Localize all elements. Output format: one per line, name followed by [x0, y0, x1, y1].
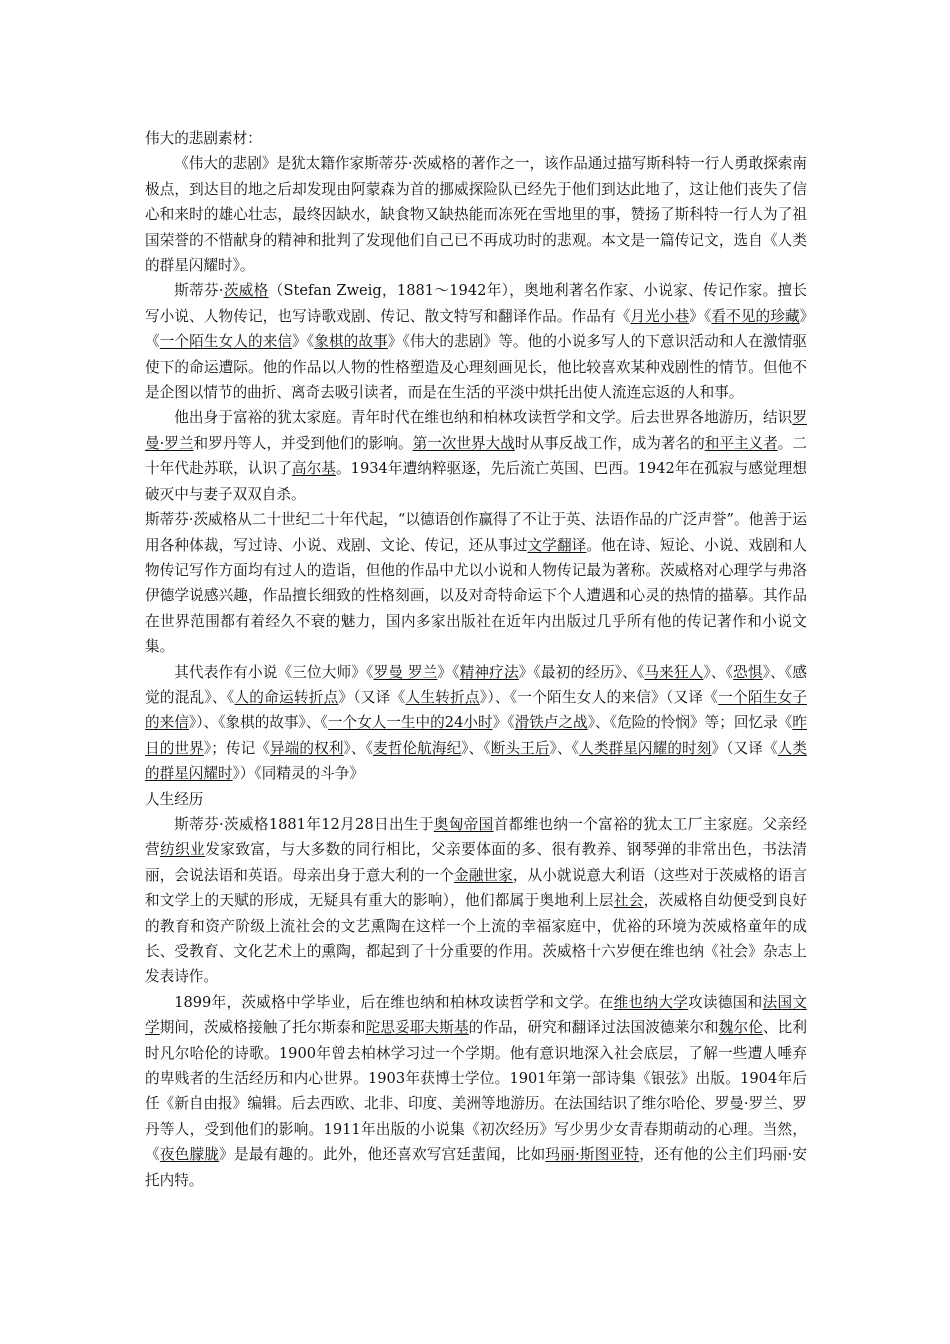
link-university-vienna[interactable]: 维也纳大学 — [613, 993, 689, 1011]
link-society[interactable]: 社会 — [613, 892, 644, 910]
text-run: 》）、《一个陌生女人的来信》（又译《 — [479, 688, 719, 706]
text-run: 》（又译《 — [711, 739, 778, 757]
text-run: 》、《 — [549, 739, 580, 757]
link-waterloo[interactable]: 滑铁卢之战 — [514, 714, 588, 732]
text-run: 的作品，研究和翻译过法国波德莱尔和 — [468, 1019, 719, 1037]
text-run: 。他在诗、短论、小说、戏剧和人物传记写作方面均有过人的造诣，但他的作品中尤以小说和人物传记最为著称。茨威格对心理学与弗洛伊德学说感兴趣，作品擅长细致的性格刻画，以及对奇特命运下个人遭遇和心灵的热情的描摹。其作品在世界范围都有着经久不衰的魅力，国内多家出版社在近年内出版过几乎所有他的传记著作和小说文集。 — [145, 536, 807, 656]
link-marie-antoinette[interactable]: 断头王后 — [490, 739, 550, 757]
family-background-paragraph — [145, 405, 807, 507]
text-run: 》《伟大的悲剧》等。他的小说多写人的下意识活动和人在激情驱使下的命运遭际。他的作品以人物的性格塑造及心理刻画见长，他比较喜欢某种戏剧性的情节。但他不是企图以情节的曲折、离奇去吸引读者，而是在生活的平淡中烘托出使人流连忘返的人和事。 — [145, 333, 807, 402]
text-run: 1899年，茨威格中学毕业，后在维也纳和柏林攻读哲学和文学。在 — [174, 993, 614, 1011]
link-romain-rolland-book[interactable]: 罗曼 罗兰 — [373, 663, 438, 681]
link-gorky[interactable]: 高尔基 — [291, 460, 336, 478]
link-decisive-moments[interactable]: 人类群星闪耀的时刻 — [579, 739, 712, 757]
text-run: 》《 — [689, 307, 712, 325]
text-run: 斯蒂芬· — [174, 282, 224, 300]
text-run: 》《最初的经历》、《 — [518, 663, 645, 681]
text-run: 》）《同精灵的斗争》 — [232, 765, 364, 783]
text-run: ，茨威格自幼便受到良好的教育和资产阶级上流社会的文艺熏陶在这样一个上流的幸福家庭中，优裕的环境为茨威格童年的成长、受教育、文化艺术上的熏陶，都起到了十分重要的作用。茨威格十六岁便在维也纳《社会》杂志上发表诗作。 — [145, 892, 807, 986]
text-run: 和罗丹等人，并受到他们的影响。 — [193, 434, 413, 452]
education-paragraph — [145, 990, 807, 1193]
text-run: 》、《 — [343, 739, 374, 757]
link-24-hours[interactable]: 一个女人一生中的24小时 — [327, 714, 493, 732]
early-life-paragraph — [145, 812, 807, 990]
text-run: 其代表作有小说《三位大师》《 — [174, 663, 374, 681]
section-title: 人生经历 — [145, 790, 204, 808]
link-letter-from-stranger-alt[interactable]: 一个陌生女子的来信 — [145, 688, 807, 732]
text-run: 他出身于富裕的犹太家庭。青年时代在维也纳和柏林攻读哲学和文学。后去世界各地游历，结识 — [174, 409, 793, 427]
link-magellan[interactable]: 麦哲伦航海纪 — [373, 739, 462, 757]
link-turning-point[interactable]: 人的命运转折点 — [234, 688, 339, 706]
link-zweig[interactable]: 茨威格 — [223, 282, 269, 300]
link-verlaine[interactable]: 魏尔伦 — [718, 1019, 763, 1037]
text-run: 》《 — [145, 307, 807, 351]
document-heading: 伟大的悲剧素材： — [145, 130, 262, 147]
link-pacifist[interactable]: 和平主义者 — [704, 434, 778, 452]
text-run: 》是最有趣的。此外，他还喜欢写宫廷蜚闻，比如 — [219, 1146, 546, 1164]
link-moonlight-alley[interactable]: 月光小巷 — [630, 307, 690, 325]
link-fear[interactable]: 恐惧 — [733, 663, 763, 681]
link-mary-stuart[interactable]: 玛丽·斯图亚特 — [545, 1146, 640, 1164]
text-run: 》（又译《 — [338, 688, 406, 706]
text-run: （Stefan Zweig，1881～1942年），奥地利著名作家、小说家、传记作家。擅长写小说、人物传记，也写诗歌戏剧、传记、散文特写和翻译作品。作品有《 — [145, 282, 807, 325]
text-run: 期间，茨威格接触了托尔斯泰和 — [159, 1019, 366, 1037]
link-dostoevsky[interactable]: 陀思妥耶夫斯基 — [365, 1019, 469, 1037]
text-run: 》《 — [292, 333, 315, 351]
text-run: 攻读德国和 — [688, 993, 763, 1011]
link-twilight[interactable]: 夜色朦胧 — [159, 1146, 220, 1164]
link-literary-translation[interactable]: 文学翻译 — [527, 536, 587, 554]
text-run: 》、《危险的怜悯》等；回忆录《 — [587, 714, 793, 732]
text-run: 》；传记《 — [203, 739, 271, 757]
text-run: 》、《 — [703, 663, 734, 681]
link-world-war-one[interactable]: 第一次世界大战 — [412, 434, 515, 452]
text-run: 》、《感觉的混乱》、《 — [145, 663, 807, 706]
literary-career-paragraph — [145, 507, 807, 659]
text-run: 。二十年代赴苏联，认识了 — [145, 434, 807, 478]
link-french-literature[interactable]: 法国文学 — [145, 993, 807, 1037]
link-life-turning-point[interactable]: 人生转折点 — [405, 688, 480, 706]
text-run: 》《 — [437, 663, 460, 681]
link-romain-rolland[interactable]: 罗曼·罗兰 — [145, 409, 807, 452]
link-amok[interactable]: 马来狂人 — [644, 663, 704, 681]
document-body — [145, 126, 807, 1193]
text-run: 发家致富，与大多数的同行相比，父亲要体面的多、很有教养、钢琴弹的非常出色，书法清丽，会说法语和英语。母亲出身于意大利的一个 — [145, 841, 807, 884]
text-run: 》、《 — [461, 739, 491, 757]
link-decisive-moments-alt[interactable]: 人类的群星闪耀时 — [145, 739, 807, 783]
link-austria-hungary[interactable]: 奥匈帝国 — [433, 815, 494, 833]
link-invisible-collection[interactable]: 看不见的珍藏 — [711, 307, 800, 325]
major-works-paragraph — [145, 660, 807, 787]
link-right-to-heresy[interactable]: 异端的权利 — [270, 739, 344, 757]
text-run: 。1934年遭纳粹驱逐，先后流亡英国、巴西。1942年在孤寂与感觉理想破灭中与妻子双双自杀。 — [145, 460, 807, 503]
link-mental-healers[interactable]: 精神疗法 — [459, 663, 519, 681]
text-run: 、比利时凡尔哈伦的诗歌。1900年曾去柏林学习过一个学期。他有意识地深入社会底层，了解一些遭人唾弃的卑贱者的生活经历和内心世界。1903年获博士学位。1901年第一部诗集《银弦》出版。1904年后任《新自由报》编辑。后去西欧、北非、印度、美洲等地游历。在法国结识了维尔哈伦、罗曼·罗兰、罗丹等人，受到他们的影响。1911年出版的小说集《初次经历》写少男少女青春期萌动的心理。当然，《 — [145, 1019, 807, 1164]
link-textile-industry[interactable]: 纺织业 — [160, 841, 206, 859]
intro-paragraph: 《伟大的悲剧》是犹太籍作家斯蒂芬·茨威格的著作之一，该作品通过描写斯科特一行人勇敢探索南极点，到达目的地之后却发现由阿蒙森为首的挪威探险队已经先于他们到达此地了，这让他们丧失了信心和来时的雄心壮志，最终因缺水，缺食物又缺热能而冻死在雪地里的事，赞扬了斯科特一行人为了祖国荣誉的不惜献身的精神和批判了发现他们自己已不再成功时的悲观。本文是一篇传记文，选自《人类的群星闪耀时》。 — [145, 155, 807, 275]
author-bio-paragraph — [145, 278, 807, 405]
link-chess-story[interactable]: 象棋的故事 — [314, 333, 388, 351]
text-run: ，还有他的公主们玛丽·安托内特。 — [145, 1146, 807, 1189]
link-letter-from-stranger[interactable]: 一个陌生女人的来信 — [159, 333, 293, 351]
text-run: 斯蒂芬·茨威格1881年12月28日出生于 — [174, 815, 434, 833]
link-world-of-yesterday[interactable]: 昨日的世界 — [145, 714, 807, 757]
link-financial-family[interactable]: 金融世家 — [453, 866, 513, 884]
text-run: 》《 — [492, 714, 515, 732]
text-run: ，从小就说意大利语（这些对于茨威格的语言和文学上的天赋的形成，无疑具有重大的影响），他们都属于奥地利上层 — [145, 866, 807, 910]
text-run: 斯蒂芬·茨威格从二十世纪二十年代起，“以德语创作赢得了不让于英、法语作品的广泛声誉”。他善于运用各种体裁，写过诗、小说、戏剧、文论、传记，还从事过 — [145, 511, 807, 554]
text-run: 》）、《象棋的故事》、《 — [188, 714, 328, 732]
text-run: 时从事反战工作，成为著名的 — [514, 434, 705, 452]
text-run: 首都维也纳一个富裕的犹太工厂主家庭。父亲经营 — [145, 815, 807, 859]
